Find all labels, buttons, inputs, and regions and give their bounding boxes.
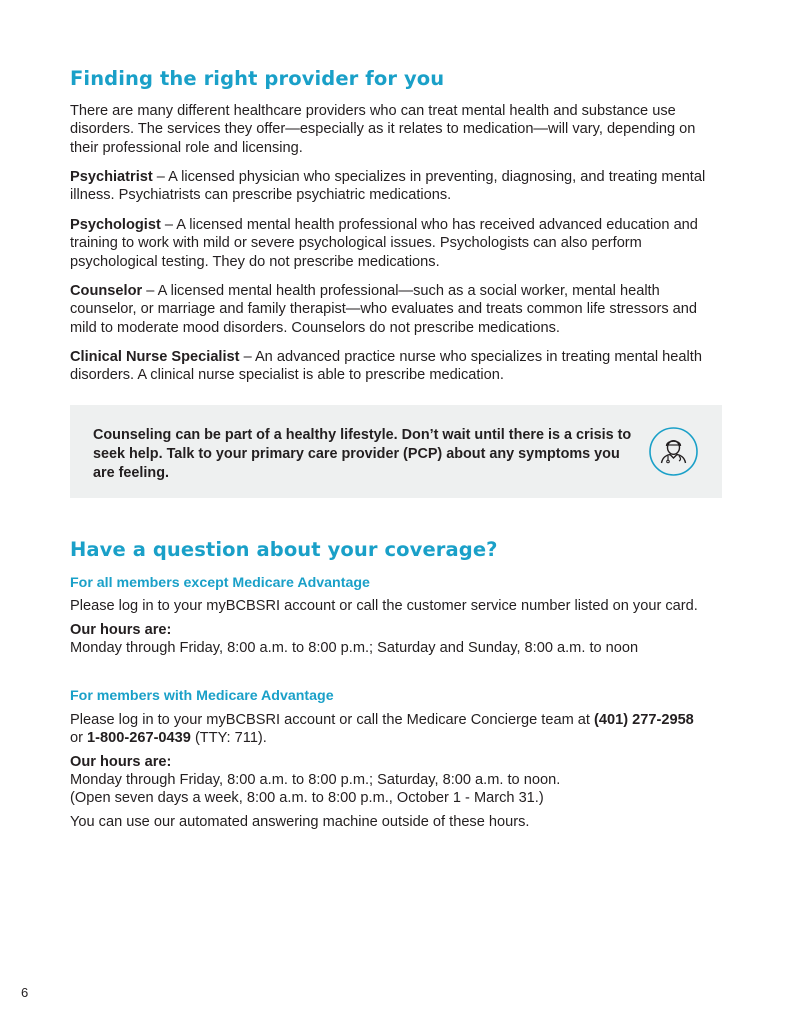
provider-desc: – An advanced practice nurse who specializes in treating mental health disorders. A clinical nurse specialist is able to prescribe medication. bbox=[70, 349, 702, 384]
subtitle-all-members: For all members except Medicare Advantage bbox=[70, 575, 370, 591]
section-title-coverage: Have a question about your coverage? bbox=[70, 538, 498, 561]
all-members-text: Please log in to your myBCBSRI account or call the customer service number listed on your card. bbox=[70, 598, 698, 614]
provider-desc: – A licensed mental health professional—such as a social worker, mental health counselor, or marriage and family therapist—who evaluates and treats common life stressors and mild to moderate mood disorders. Counselors do not prescribe medications. bbox=[70, 283, 698, 336]
provider-clinical-nurse bbox=[70, 348, 722, 385]
phone-local[interactable]: (401) 277-2958 bbox=[594, 712, 694, 728]
counseling-callout bbox=[70, 405, 722, 498]
provider-desc: – A licensed physician who specializes in preventing, diagnosing, and treating mental illness. Psychiatrists can prescribe psychiatric medications. bbox=[70, 169, 706, 204]
provider-desc: – A licensed mental health professional who has received advanced education and training to work with mild or severe psychological issues. Psychologists can also perform psychological testing. They do not prescribe medications. bbox=[70, 217, 698, 270]
hours-note: (Open seven days a week, 8:00 a.m. to 8:00 p.m., October 1 - March 31.) bbox=[70, 790, 544, 806]
hours-text: Monday through Friday, 8:00 a.m. to 8:00 p.m.; Saturday, 8:00 a.m. to noon. bbox=[70, 772, 561, 788]
hours-label: Our hours are: bbox=[70, 754, 172, 770]
hours-text: Monday through Friday, 8:00 a.m. to 8:00 p.m.; Saturday and Sunday, 8:00 a.m. to noon bbox=[70, 640, 639, 656]
doctor-icon bbox=[648, 426, 699, 477]
provider-term: Psychiatrist bbox=[70, 169, 153, 185]
provider-psychiatrist bbox=[70, 168, 722, 205]
provider-term: Clinical Nurse Specialist bbox=[70, 349, 240, 365]
hours-label: Our hours are: bbox=[70, 622, 172, 638]
subtitle-medicare: For members with Medicare Advantage bbox=[70, 688, 334, 704]
provider-counselor bbox=[70, 282, 722, 337]
intro-paragraph: There are many different healthcare providers who can treat mental health and substance use disorders. The services they offer—especially as it relates to medication—will vary, depending on their professional role and licensing. bbox=[70, 103, 696, 156]
callout-text: Counseling can be part of a healthy lifestyle. Don’t wait until there is a crisis to seek help. Talk to your primary care provider (PCP) about any symptoms you are feeling. bbox=[93, 427, 632, 481]
provider-term: Psychologist bbox=[70, 217, 161, 233]
phone-tollfree[interactable]: 1-800-267-0439 bbox=[87, 730, 191, 747]
provider-term: Counselor bbox=[70, 283, 143, 299]
section-title-providers: Finding the right provider for you bbox=[70, 67, 445, 90]
provider-psychologist bbox=[70, 216, 722, 271]
medicare-text: Please log in to your myBCBSRI account or call the Medicare Concierge team at (401) 277-2958 or 1-800-267-0439 (TTY: 711). bbox=[70, 712, 694, 747]
answering-machine-note: You can use our automated answering machine outside of these hours. bbox=[70, 814, 530, 830]
page-number: 6 bbox=[21, 985, 29, 1000]
